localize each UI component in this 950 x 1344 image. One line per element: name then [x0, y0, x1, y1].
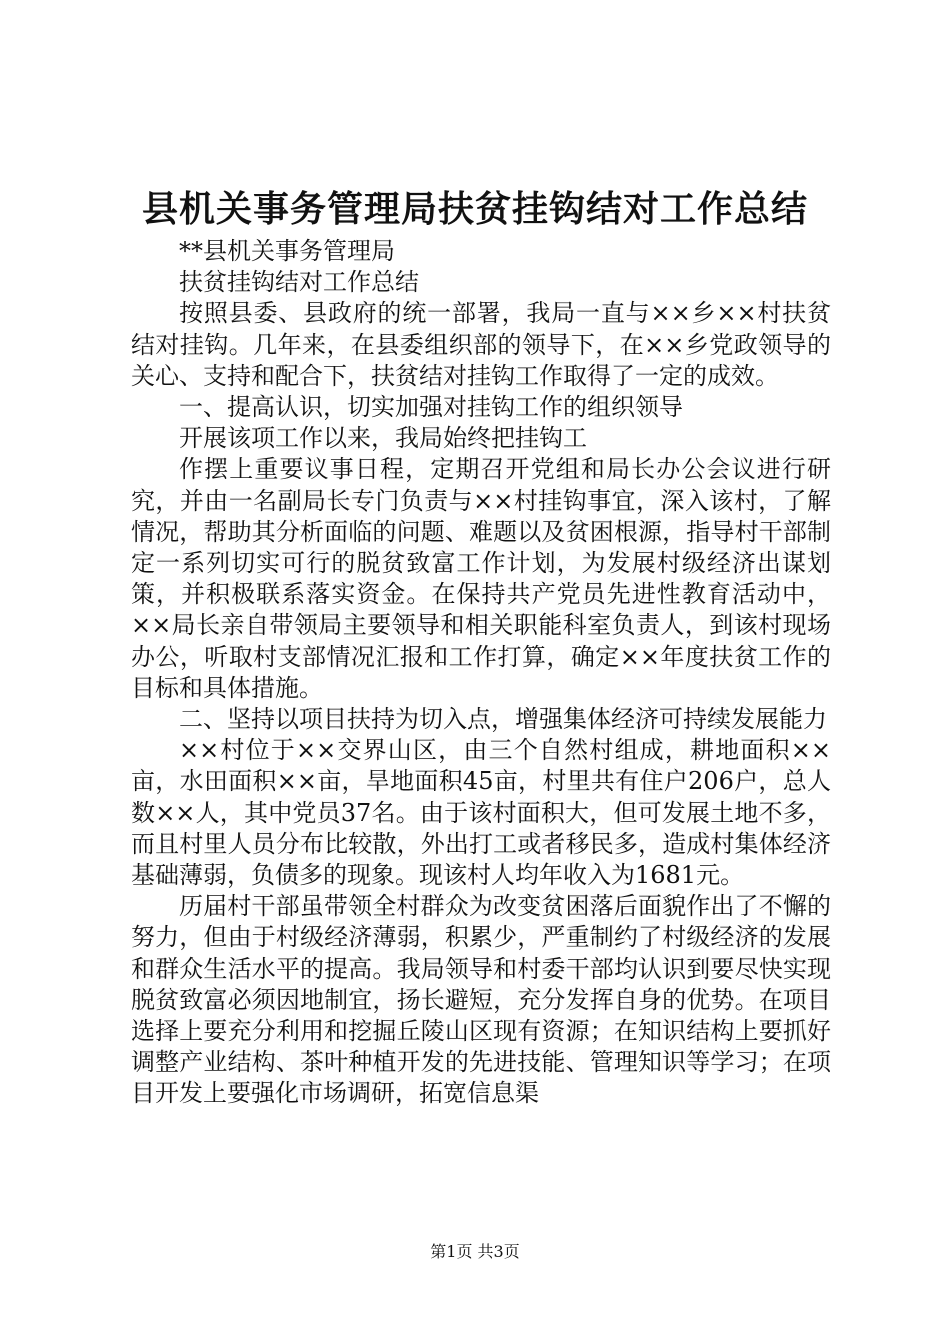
- document-body: [131, 236, 831, 1110]
- paragraph-subtitle: 扶贫挂钩结对工作总结: [179, 268, 419, 297]
- paragraph-intro: 按照县委、县政府的统一部署，我局一直与××乡××村扶贫结对挂钩。几年来，在县委组织部的领导下，在××乡党政领导的关心、支持和配合下，扶贫结对挂钩工作取得了一定的成效。: [131, 299, 831, 390]
- paragraph-issuer: **县机关事务管理局: [179, 237, 395, 265]
- paragraph-efforts: 历届村干部虽带领全村群众为改变贫困落后面貌作出了不懈的努力，但由于村级经济薄弱，积累少，严重制约了村级经济的发展和群众生活水平的提高。我局领导和村委干部均认识到要尽快实现脱贫致富必须因地制宜，扬长避短，充分发挥自身的优势。在项目选择上要充分利用和挖掘丘陵山区现有资源；在知识结构上要抓好调整产业结构、茶叶种植开发的先进技能、管理知识等学习；在项目开发上要强化市场调研，拓宽信息渠: [131, 892, 831, 1108]
- paragraph-section1-body: 作摆上重要议事日程，定期召开党组和局长办公会议进行研究，并由一名副局长专门负责与××村挂钩事宜，深入该村，了解情况，帮助其分析面临的问题、难题以及贫困根源，指导村干部制定一系列切实可行的脱贫致富工作计划，为发展村级经济出谋划策，并积极联系落实资金。在保持共产党员先进性教育活动中，××局长亲自带领局主要领导和相关职能科室负责人，到该村现场办公，听取村支部情况汇报和工作打算，确定××年度扶贫工作的目标和具体措施。: [131, 455, 831, 702]
- paragraph-village-profile: ××村位于××交界山区，由三个自然村组成，耕地面积××亩，水田面积××亩，旱地面积45亩，村里共有住户206户，总人数××人，其中党员37名。由于该村面积大，但可发展土地不多，而且村里人员分布比较散，外出打工或者移民多，造成村集体经济基础薄弱，负债多的现象。现该村人均年收入为1681元。: [131, 736, 831, 890]
- document-title: 县机关事务管理局扶贫挂钩结对工作总结: [141, 188, 808, 230]
- paragraph-section1-start: 开展该项工作以来，我局始终把挂钩工: [179, 424, 587, 453]
- section-heading-2: 二、坚持以项目扶持为切入点，增强集体经济可持续发展能力: [179, 705, 827, 734]
- page-footer: 第1页 共3页: [430, 1242, 520, 1261]
- section-heading-1: 一、提高认识，切实加强对挂钩工作的组织领导: [179, 393, 683, 422]
